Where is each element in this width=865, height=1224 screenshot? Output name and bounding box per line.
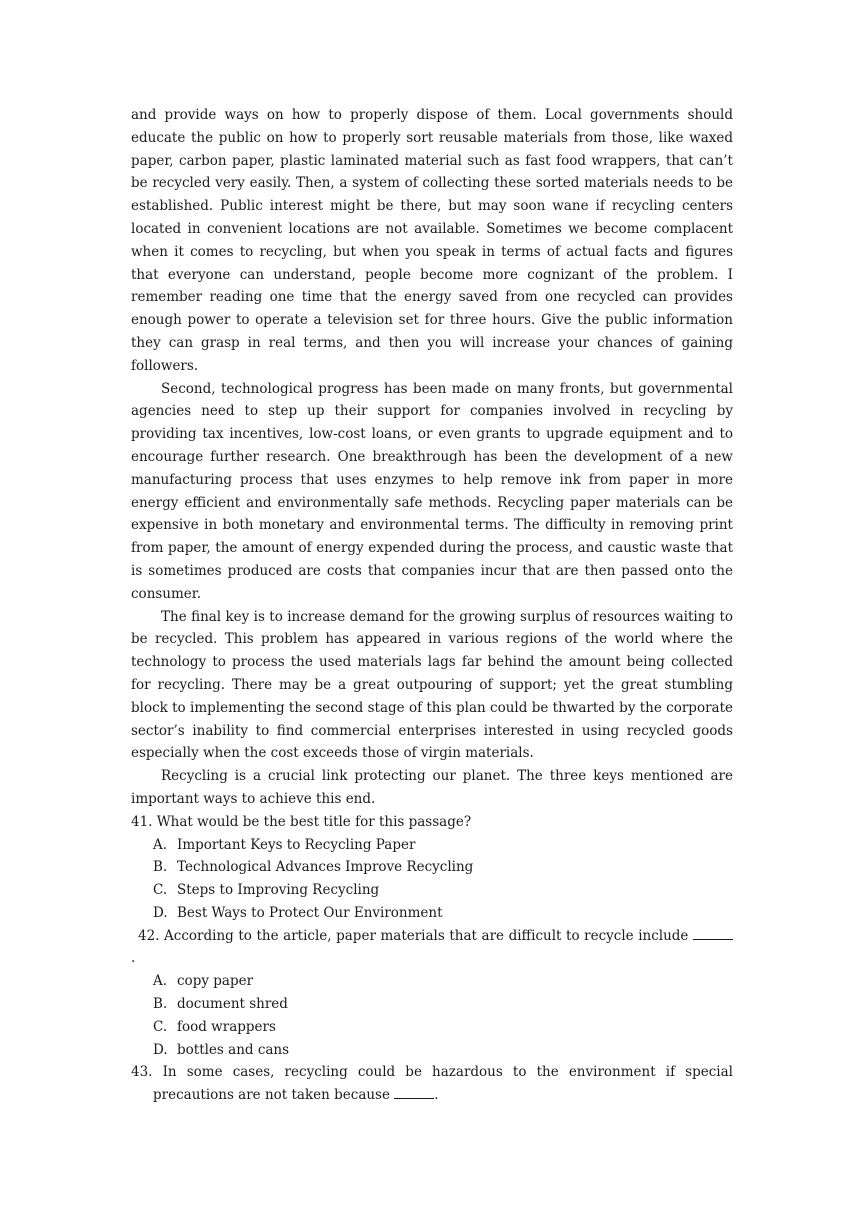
question-42-options [131,970,733,1061]
option-letter: B. [153,859,168,876]
question-43-end: . [434,1087,439,1104]
question-42-stem [131,925,733,971]
option-a[interactable] [153,970,733,993]
option-letter: D. [153,904,168,921]
passage-paragraph-2: Second, technological progress has been made on many fronts, but governmental agencies need to step up their support for companies involved in recycling by providing tax incentives, low-cost loans, or even grants to upgrade equipment and to encourage further research. One breakthrough has been the development of a new manufacturing process that uses enzymes to help remove ink from paper in more energy efficient and environmentally safe methods. Recycling paper materials can be expensive in both monetary and environmental terms. The difficulty in removing print from paper, the amount of energy expended during the process, and caustic waste that is sometimes produced are costs that companies incur that are then passed onto the consumer. [131,380,733,602]
option-text: Technological Advances Improve Recycling [177,859,474,876]
option-text: copy paper [177,973,254,990]
answer-blank [394,1084,434,1099]
option-text: food wrappers [177,1018,276,1035]
option-text: Best Ways to Protect Our Environment [177,904,443,921]
option-letter: A. [153,836,168,853]
passage-paragraph-4: Recycling is a crucial link protecting our planet. The three keys mentioned are important ways to achieve this end. [131,768,733,807]
option-letter: D. [153,1041,168,1058]
option-b[interactable] [153,856,733,879]
option-c[interactable] [153,879,733,902]
question-41-stem: 41. What would be the best title for this passage? [131,813,472,830]
option-letter: B. [153,996,168,1013]
option-text: Important Keys to Recycling Paper [177,836,416,853]
option-letter: C. [153,1018,168,1035]
question-42-end: . [131,950,136,967]
option-d[interactable] [153,902,733,925]
option-letter: C. [153,882,168,899]
answer-blank [693,925,733,940]
question-43-stem [131,1061,733,1107]
option-b[interactable] [153,993,733,1016]
question-42-text: 42. According to the article, paper materials that are difficult to recycle include [138,927,689,944]
option-d[interactable] [153,1039,733,1062]
question-42 [131,925,733,1062]
option-text: Steps to Improving Recycling [177,882,380,899]
passage-paragraph-3: The final key is to increase demand for the growing surplus of resources waiting to be recycled. This problem has appeared in various regions of the world where the technology to process the used materials lags far behind the amount being collected for recycling. There may be a great outpouring of support; yet the great stumbling block to implementing the second stage of this plan could be thwarted by the corporate sector’s inability to find commercial enterprises interested in using recycled goods especially when the cost exceeds those of virgin materials. [131,608,733,762]
option-a[interactable] [153,834,733,857]
option-letter: A. [153,973,168,990]
question-41-options [131,834,733,925]
question-43-text: 43. In some cases, recycling could be hazardous to the environment if special precautions are not taken because [131,1064,733,1104]
question-41 [131,811,733,925]
question-43 [131,1061,733,1107]
document-page [131,104,733,1107]
option-c[interactable] [153,1016,733,1039]
passage-paragraph-1: and provide ways on how to properly dispose of them. Local governments should educate the public on how to properly sort reusable materials from those, like waxed paper, carbon paper, plastic laminated material such as fast food wrappers, that can’t be recycled very easily. Then, a system of collecting these sorted materials needs to be established. Public interest might be there, but may soon wane if recycling centers located in convenient locations are not available. Sometimes we become complacent when it comes to recycling, but when you speak in terms of actual facts and figures that everyone can understand, people become more cognizant of the problem. I remember reading one time that the energy saved from one recycled can provides enough power to operate a television set for three hours. Give the public information they can grasp in real terms, and then you will increase your chances of gaining followers. [131,107,733,374]
option-text: document shred [177,996,288,1013]
option-text: bottles and cans [177,1041,290,1058]
